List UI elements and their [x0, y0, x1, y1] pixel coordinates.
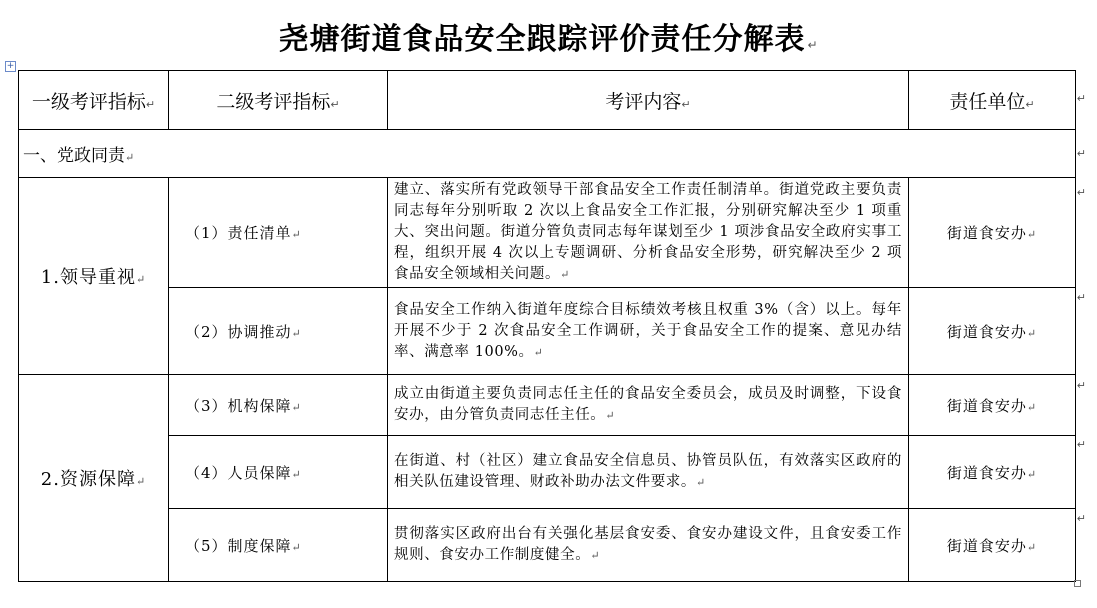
table-move-handle-icon[interactable]: + — [6, 61, 15, 71]
table-row — [19, 375, 1076, 436]
level2-cell: （3）机构保障↵ — [169, 375, 388, 436]
level1-cell: 1.领导重视↵ — [19, 178, 169, 375]
unit-cell: 街道食安办↵ — [909, 436, 1076, 509]
title-text: 尧塘街道食品安全跟踪评价责任分解表 — [278, 22, 806, 57]
table-row — [19, 436, 1076, 509]
row-end-mark-icon: ↵ — [1076, 512, 1086, 525]
row-end-mark-icon: ↵ — [1076, 379, 1086, 392]
content-cell: 建立、落实所有党政领导干部食品安全工作责任制清单。街道党政主要负责同志每年分别听取 2 次以上食品安全工作汇报，分别研究解决至少 1 项重大、突出问题。街道分管负责同志每年谋划至少 1 项涉食品安全政府实事工程，组织开展 4 次以上专题调研、分析食品安全形势，研究解决至少 2 项食品安全领域相关问题。↵ — [388, 178, 909, 288]
content-cell: 食品安全工作纳入街道年度综合目标绩效考核且权重 3%（含）以上。每年开展不少于 2 次食品安全工作调研，关于食品安全工作的提案、意见办结率、满意率 100%。↵ — [388, 288, 909, 375]
content-cell: 贯彻落实区政府出台有关强化基层食安委、食安办建设文件，且食安委工作规则、食安办工作制度健全。↵ — [388, 509, 909, 582]
header-level2: 二级考评指标↵ — [169, 71, 388, 130]
content-cell: 在街道、村（社区）建立食品安全信息员、协管员队伍，有效落实区政府的相关队伍建设管理、财政补助办法文件要求。↵ — [388, 436, 909, 509]
level2-cell: （4）人员保障↵ — [169, 436, 388, 509]
header-level1: 一级考评指标↵ — [19, 71, 169, 130]
responsibility-table — [18, 70, 1076, 582]
table-row — [19, 509, 1076, 582]
row-end-mark-icon: ↵ — [1076, 92, 1086, 105]
unit-cell: 街道食安办↵ — [909, 178, 1076, 288]
row-end-mark-icon: ↵ — [1076, 291, 1086, 304]
unit-cell: 街道食安办↵ — [909, 509, 1076, 582]
content-cell: 成立由街道主要负责同志任主任的食品安全委员会，成员及时调整，下设食安办，由分管负责同志任主任。↵ — [388, 375, 909, 436]
table-row — [19, 178, 1076, 288]
document-title — [0, 14, 1097, 58]
table-row — [19, 288, 1076, 375]
unit-cell: 街道食安办↵ — [909, 375, 1076, 436]
row-end-mark-icon: ↵ — [1076, 147, 1086, 160]
level1-cell: 2.资源保障↵ — [19, 375, 169, 582]
unit-cell: 街道食安办↵ — [909, 288, 1076, 375]
row-end-mark-icon: ↵ — [1076, 186, 1086, 199]
header-row — [19, 71, 1076, 130]
level2-cell: （5）制度保障↵ — [169, 509, 388, 582]
section-heading: 一、党政同责↵ — [19, 130, 1076, 178]
table-resize-handle-icon[interactable] — [1074, 580, 1081, 587]
paragraph-mark-icon: ↵ — [807, 38, 819, 52]
row-end-mark-icon: ↵ — [1076, 438, 1086, 451]
level2-cell: （2）协调推动↵ — [169, 288, 388, 375]
section-row — [19, 130, 1076, 178]
header-unit: 责任单位↵ — [909, 71, 1076, 130]
header-content: 考评内容↵ — [388, 71, 909, 130]
level2-cell: （1）责任清单↵ — [169, 178, 388, 288]
